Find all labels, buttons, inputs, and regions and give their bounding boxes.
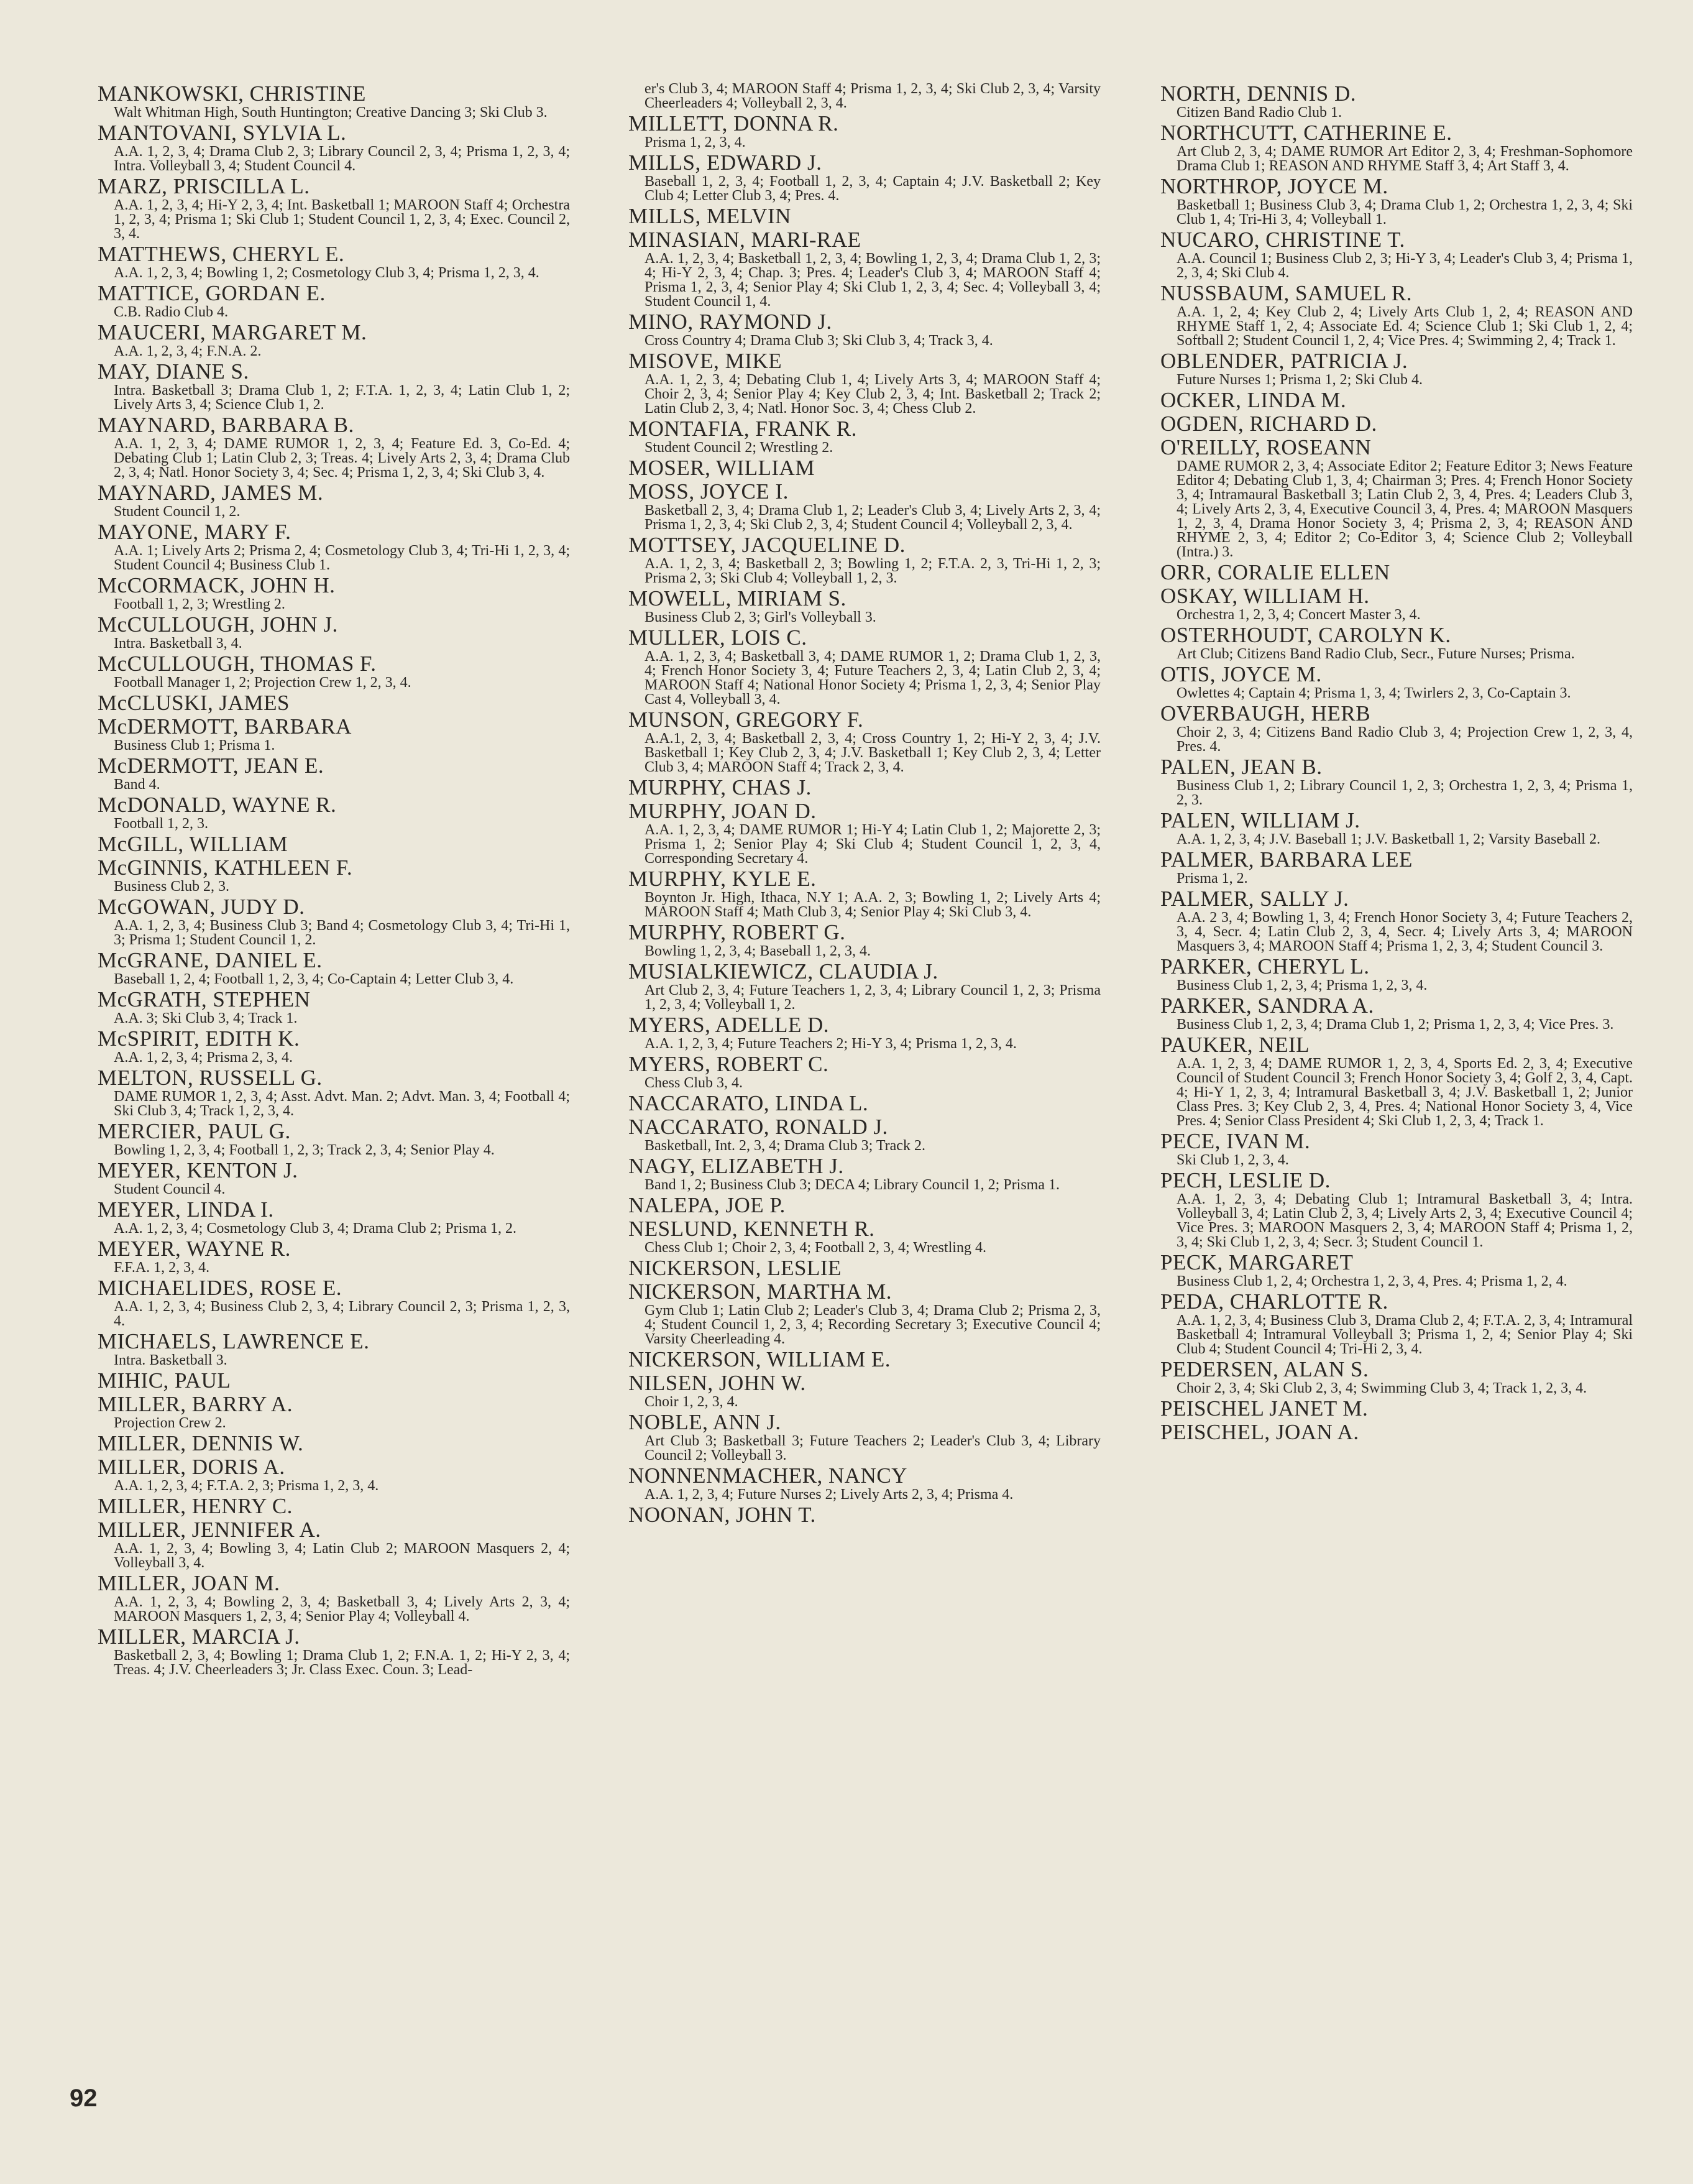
student-name: McGINNIS, KATHLEEN F. — [98, 855, 353, 880]
senior-entry — [1160, 624, 1633, 661]
senior-entry — [628, 1503, 1101, 1527]
student-name: McGOWAN, JUDY D. — [98, 895, 305, 919]
student-activities: A.A. 1, 2, 3, 4; Business Club 3, Drama Club 2, 4; F.T.A. 2, 3, 4; Intramural Basketball 4; Intramural Volleyball 3; Prisma 1, 2, 4; Senior Play 4; Ski Club 4; Student Council 4; Tri-Hi 2, 3, 4. — [1177, 1312, 1633, 1357]
column-1 — [98, 82, 570, 1679]
senior-entry — [1160, 1421, 1633, 1444]
student-activities: A.A.1, 2, 3, 4; Basketball 2, 3, 4; Cross Country 1, 2; Hi-Y 2, 3, 4; J.V. Basketball 1; Key Club 2, 3, 4; J.V. Basketball 1; Key Club 2, 3, 4; Letter Club 3, 4; MAROON Staff 4; Track 2, 3, 4. — [645, 730, 1101, 775]
student-activities: Basketball 2, 3, 4; Drama Club 1, 2; Leader's Club 3, 4; Lively Arts 2, 3, 4; Prisma 1, 2, 3, 4; Ski Club 2, 3, 4; Student Council 4; Volleyball 2, 3, 4. — [645, 502, 1101, 533]
student-name: OVERBAUGH, HERB — [1160, 701, 1371, 726]
senior-entry — [98, 1237, 570, 1275]
senior-entry — [98, 856, 570, 894]
student-activities: Student Council 1, 2. — [114, 504, 241, 520]
student-name: MURPHY, JOAN D. — [628, 799, 817, 823]
student-activities: Student Council 4. — [114, 1181, 226, 1197]
student-activities: Football Manager 1, 2; Projection Crew 1, 2, 3, 4. — [114, 675, 411, 691]
student-name: MILLER, BARRY A. — [98, 1392, 293, 1416]
student-name: PEISCHEL JANET M. — [1160, 1396, 1369, 1421]
student-name: MILLETT, DONNA R. — [628, 111, 839, 136]
student-activities: A.A. 1, 2, 3, 4; Drama Club 2, 3; Library Council 2, 3, 4; Prisma 1, 2, 3, 4; Intra. Volleyball 3, 4; Student Council 4. — [114, 144, 570, 174]
student-activities: Chess Club 3, 4. — [645, 1075, 743, 1091]
student-activities: Basketball, Int. 2, 3, 4; Drama Club 3; Track 2. — [645, 1138, 925, 1154]
student-name: MINASIAN, MARI-RAE — [628, 228, 861, 252]
senior-entry — [1160, 809, 1633, 847]
student-name: PALEN, WILLIAM J. — [1160, 808, 1360, 832]
student-name: O'REILLY, ROSEANN — [1160, 435, 1372, 459]
student-activities: Business Club 1, 2; Library Council 1, 2, 3; Orchestra 1, 2, 3, 4; Prisma 1, 2, 3. — [1177, 778, 1633, 808]
student-name: NICKERSON, WILLIAM E. — [628, 1347, 891, 1371]
student-name: NORTH, DENNIS D. — [1160, 81, 1357, 106]
student-name: MATTICE, GORDAN E. — [98, 281, 326, 305]
senior-entry — [98, 321, 570, 359]
student-activities: Future Nurses 1; Prisma 1, 2; Ski Club 4. — [1177, 372, 1423, 388]
student-activities: Ski Club 1, 2, 3, 4. — [1177, 1152, 1289, 1168]
student-activities: Projection Crew 2. — [114, 1415, 226, 1431]
student-name: MUSIALKIEWICZ, CLAUDIA J. — [628, 959, 938, 984]
student-name: NICKERSON, LESLIE — [628, 1256, 842, 1280]
student-activities: Business Club 2, 3. — [114, 878, 230, 895]
student-name: MURPHY, CHAS J. — [628, 775, 812, 799]
senior-entry — [98, 1393, 570, 1431]
student-name: NACCARATO, RONALD J. — [628, 1115, 888, 1139]
student-name: PECK, MARGARET — [1160, 1250, 1354, 1274]
column-2 — [628, 82, 1101, 1527]
senior-entry — [98, 988, 570, 1026]
senior-entry — [1160, 175, 1633, 227]
student-name: MICHAELS, LAWRENCE E. — [98, 1329, 370, 1353]
student-activities: Football 1, 2, 3. — [114, 816, 209, 832]
senior-entry — [628, 1256, 1101, 1280]
senior-entry — [98, 520, 570, 573]
senior-entry — [98, 1066, 570, 1118]
student-name: MOSS, JOYCE I. — [628, 479, 789, 504]
student-name: MISOVE, MIKE — [628, 349, 782, 373]
senior-entry — [1160, 1130, 1633, 1168]
student-name: MANKOWSKI, CHRISTINE — [98, 81, 366, 106]
senior-entry — [98, 1330, 570, 1368]
student-activities: Intra. Basketball 3; Drama Club 1, 2; F.T.A. 1, 2, 3, 4; Latin Club 1, 2; Lively Arts 3, 4; Science Club 1, 2. — [114, 382, 570, 413]
senior-entry — [98, 754, 570, 792]
column-3 — [1160, 82, 1633, 1444]
student-name: NOBLE, ANN J. — [628, 1410, 781, 1434]
senior-entry — [628, 112, 1101, 150]
student-name: MULLER, LOIS C. — [628, 625, 807, 650]
senior-entry — [628, 349, 1101, 416]
senior-entry — [98, 282, 570, 320]
senior-entry — [98, 1276, 570, 1329]
student-activities: DAME RUMOR 1, 2, 3, 4; Asst. Advt. Man. 2; Advt. Man. 3, 4; Football 4; Ski Club 3, 4; Track 1, 2, 3, 4. — [114, 1089, 570, 1119]
student-activities: Art Club 2, 3, 4; Future Teachers 1, 2, 3, 4; Library Council 1, 2, 3; Prisma 1, 2, 3, 4; Volleyball 1, 2. — [645, 982, 1101, 1013]
student-name: McGRANE, DANIEL E. — [98, 948, 323, 972]
senior-entry — [1160, 1290, 1633, 1357]
student-activities: A.A. 1, 2, 3, 4; DAME RUMOR 1, 2, 3, 4, Sports Ed. 2, 3, 4; Executive Council of Student Council 3; French Honor Society 3, 4; Golf 2, 3, 4, Capt. 4; Hi-Y 1, 2, 3, 4; Intramural Basketball 3, 4; J.V. Basketball 1, 2; Junior Class Pres. 3; Key Club 2, 3, 4, Pres. 4; National Honor Society 3, 4, Vice Pres. 4; Senior Class President 4; Ski Club 1, 2, 3, 4; Track 1. — [1177, 1056, 1633, 1129]
student-name: MILLER, DORIS A. — [98, 1455, 285, 1479]
student-name: McDERMOTT, BARBARA — [98, 714, 352, 739]
senior-entry — [628, 151, 1101, 203]
student-name: McDERMOTT, JEAN E. — [98, 753, 324, 778]
senior-entry — [1160, 584, 1633, 622]
student-activities: Business Club 1, 2, 3, 4; Drama Club 1, 2; Prisma 1, 2, 3, 4; Vice Pres. 3. — [1177, 1016, 1614, 1033]
student-name: OSTERHOUDT, CAROLYN K. — [1160, 623, 1451, 647]
student-name: MURPHY, KYLE E. — [628, 867, 817, 891]
senior-entry — [1160, 82, 1633, 120]
continued-entry-text: er's Club 3, 4; MAROON Staff 4; Prisma 1, 2, 3, 4; Ski Club 2, 3, 4; Varsity Cheerleaders 4; Volleyball 2, 3, 4. — [645, 81, 1101, 111]
senior-entry — [98, 1572, 570, 1624]
student-name: PARKER, SANDRA A. — [1160, 993, 1374, 1018]
senior-entry — [98, 1120, 570, 1158]
senior-entry — [98, 481, 570, 519]
senior-entry — [628, 1115, 1101, 1153]
student-activities: Chess Club 1; Choir 2, 3, 4; Football 2, 3, 4; Wrestling 4. — [645, 1240, 986, 1256]
student-activities: Orchestra 1, 2, 3, 4; Concert Master 3, 4. — [1177, 607, 1421, 623]
student-activities: Choir 2, 3, 4; Ski Club 2, 3, 4; Swimming Club 3, 4; Track 1, 2, 3, 4. — [1177, 1380, 1587, 1396]
student-name: NORTHCUTT, CATHERINE E. — [1160, 121, 1452, 145]
student-activities: A.A. 1; Lively Arts 2; Prisma 2, 4; Cosmetology Club 3, 4; Tri-Hi 1, 2, 3, 4; Student Council 4; Business Club 1. — [114, 543, 570, 573]
senior-entry — [98, 574, 570, 612]
senior-entry — [1160, 994, 1633, 1032]
senior-entry — [628, 480, 1101, 532]
senior-entry — [98, 691, 570, 715]
student-name: McCLUSKI, JAMES — [98, 691, 290, 715]
student-activities: Business Club 1, 2, 4; Orchestra 1, 2, 3, 4, Pres. 4; Prisma 1, 2, 4. — [1177, 1273, 1567, 1289]
student-activities: A.A. 1, 2, 3, 4; Basketball 1, 2, 3, 4; Bowling 1, 2, 3, 4; Drama Club 1, 2, 3; 4; Hi-Y 2, 3, 4; Chap. 3; Pres. 4; Leader's Club 3, 4; MAROON Staff 4; Prisma 1, 2, 3, 4; Senior Play 4; Ski Club 1, 2, 3, 4; Sec. 4; Volleyball 3, 4; Student Council 1, 4. — [645, 251, 1101, 310]
student-name: PECH, LESLIE D. — [1160, 1168, 1331, 1192]
student-activities: A.A. 1, 2, 3, 4; Bowling 3, 4; Latin Club 2; MAROON Masquers 2, 4; Volleyball 3, 4. — [114, 1541, 570, 1571]
student-activities: A.A. 1, 2, 3, 4; DAME RUMOR 1, 2, 3, 4; Feature Ed. 3, Co-Ed. 4; Debating Club 1; Latin Club 2, 3; Treas. 4; Lively Arts 2, 3, 4; Drama Club 2, 3, 4; Natl. Honor Society 3, 4; Sec. 4; Prisma 1, 2, 3, 4; Ski Club 3, 4. — [114, 436, 570, 481]
student-name: PALMER, BARBARA LEE — [1160, 847, 1413, 872]
student-activities: Band 4. — [114, 776, 160, 793]
senior-entry — [98, 1518, 570, 1570]
student-activities: C.B. Radio Club 4. — [114, 304, 229, 320]
student-name: NALEPA, JOE P. — [628, 1193, 786, 1217]
senior-entry — [98, 1159, 570, 1197]
senior-entry — [628, 417, 1101, 455]
student-name: MOWELL, MIRIAM S. — [628, 586, 846, 611]
student-name: OBLENDER, PATRICIA J. — [1160, 349, 1408, 373]
student-name: PEDA, CHARLOTTE R. — [1160, 1289, 1388, 1314]
senior-entry — [1160, 282, 1633, 348]
student-name: MIHIC, PAUL — [98, 1368, 231, 1393]
senior-entry — [98, 360, 570, 412]
student-name: PAUKER, NEIL — [1160, 1033, 1310, 1057]
senior-entry — [628, 1280, 1101, 1347]
student-name: MEYER, LINDA I. — [98, 1197, 274, 1222]
senior-entry — [1160, 1169, 1633, 1250]
senior-entry — [628, 921, 1101, 959]
student-activities: A.A. 1, 2, 3, 4; F.N.A. 2. — [114, 343, 262, 359]
student-activities: Prisma 1, 2, 3, 4. — [645, 134, 746, 150]
student-activities: A.A. 1, 2, 3, 4; Prisma 2, 3, 4. — [114, 1049, 293, 1066]
senior-entry — [1160, 955, 1633, 993]
student-activities: Walt Whitman High, South Huntington; Creative Dancing 3; Ski Club 3. — [114, 104, 548, 121]
student-activities: A.A. 1, 2, 3, 4; Bowling 2, 3, 4; Basketball 3, 4; Lively Arts 2, 3, 4; MAROON Masquers 1, 2, 3, 4; Senior Play 4; Volleyball 4. — [114, 1594, 570, 1624]
student-name: NORTHROP, JOYCE M. — [1160, 174, 1388, 198]
student-activities: Basketball 2, 3, 4; Bowling 1; Drama Club 1, 2; F.N.A. 1, 2; Hi-Y 2, 3, 4; Treas. 4; J.V. Cheerleaders 3; Jr. Class Exec. Coun. 3; Lead- — [114, 1647, 570, 1678]
student-name: MINO, RAYMOND J. — [628, 310, 832, 334]
senior-entry — [628, 205, 1101, 228]
student-activities: Citizen Band Radio Club 1. — [1177, 104, 1342, 121]
senior-entry — [628, 1348, 1101, 1371]
student-name: MILLS, MELVIN — [628, 204, 791, 228]
student-name: PARKER, CHERYL L. — [1160, 954, 1370, 979]
student-name: MAUCERI, MARGARET M. — [98, 320, 367, 344]
student-activities: Art Club 2, 3, 4; DAME RUMOR Art Editor 2, 3, 4; Freshman-Sophomore Drama Club 1; REASON AND RHYME Staff 3, 4; Art Staff 3, 4. — [1177, 144, 1633, 174]
senior-entry — [98, 1432, 570, 1455]
student-name: MEYER, KENTON J. — [98, 1158, 298, 1182]
page-number: 92 — [70, 2085, 98, 2112]
student-name: McSPIRIT, EDITH K. — [98, 1026, 300, 1051]
student-activities: Bowling 1, 2, 3, 4; Football 1, 2, 3; Track 2, 3, 4; Senior Play 4. — [114, 1142, 495, 1158]
student-name: ORR, CORALIE ELLEN — [1160, 560, 1390, 584]
student-name: PECE, IVAN M. — [1160, 1129, 1311, 1153]
student-activities: Business Club 1; Prisma 1. — [114, 737, 275, 753]
senior-entry — [628, 1053, 1101, 1090]
student-activities: Basketball 1; Business Club 3, 4; Drama Club 1, 2; Orchestra 1, 2, 3, 4; Ski Club 1, 4; Tri-Hi 3, 4; Volleyball 1. — [1177, 197, 1633, 228]
senior-entry — [628, 776, 1101, 799]
student-name: MILLER, MARCIA J. — [98, 1624, 300, 1649]
student-name: McDONALD, WAYNE R. — [98, 793, 337, 817]
student-name: OGDEN, RICHARD D. — [1160, 412, 1377, 436]
senior-entry — [98, 121, 570, 173]
senior-entry — [1160, 887, 1633, 954]
student-activities: A.A. 1, 2, 4; Key Club 2, 4; Lively Arts Club 1, 2, 4; REASON AND RHYME Staff 1, 2, 4; Associate Ed. 4; Science Club 1; Ski Club 1, 2, 4; Softball 2; Student Council 1, 2, 4; Vice Pres. 4; Swimming 2, 4; Track 1. — [1177, 304, 1633, 349]
student-activities: A.A. 1, 2, 3, 4; J.V. Baseball 1; J.V. Basketball 1, 2; Varsity Baseball 2. — [1177, 831, 1600, 847]
student-name: MILLER, HENRY C. — [98, 1494, 293, 1518]
student-name: MERCIER, PAUL G. — [98, 1119, 291, 1143]
student-activities: Gym Club 1; Latin Club 2; Leader's Club 3, 4; Drama Club 2; Prisma 2, 3, 4; Student Council 1, 2, 3, 4; Recording Secretary 3; Executive Council 4; Varsity Cheerleading 4. — [645, 1302, 1101, 1347]
student-activities: A.A. 1, 2, 3, 4; Business Club 3; Band 4; Cosmetology Club 3, 4; Tri-Hi 1, 3; Prisma 1; Student Council 1, 2. — [114, 918, 570, 948]
student-name: MURPHY, ROBERT G. — [628, 920, 846, 944]
student-activities: Baseball 1, 2, 4; Football 1, 2, 3, 4; Co-Captain 4; Letter Club 3, 4. — [114, 971, 514, 987]
student-name: MILLER, DENNIS W. — [98, 1431, 304, 1455]
student-activities: Football 1, 2, 3; Wrestling 2. — [114, 596, 285, 612]
senior-entry — [1160, 1033, 1633, 1128]
senior-entry — [98, 832, 570, 856]
student-name: PALMER, SALLY J. — [1160, 887, 1349, 911]
senior-entry — [98, 175, 570, 241]
senior-entry — [628, 799, 1101, 866]
senior-entry — [628, 1194, 1101, 1217]
student-name: PEDERSEN, ALAN S. — [1160, 1357, 1369, 1381]
student-activities: A.A. 1, 2, 3, 4; Future Nurses 2; Lively Arts 2, 3, 4; Prisma 4. — [645, 1486, 1014, 1503]
student-name: MAYNARD, JAMES M. — [98, 481, 324, 505]
student-name: NONNENMACHER, NANCY — [628, 1463, 907, 1488]
student-name: MOTTSEY, JACQUELINE D. — [628, 533, 906, 557]
student-name: MUNSON, GREGORY F. — [628, 707, 864, 732]
senior-entry — [1160, 561, 1633, 584]
senior-entry — [1160, 663, 1633, 701]
student-activities: F.F.A. 1, 2, 3, 4. — [114, 1260, 210, 1276]
student-name: MYERS, ADELLE D. — [628, 1013, 829, 1037]
student-name: MELTON, RUSSELL G. — [98, 1066, 323, 1090]
student-name: NESLUND, KENNETH R. — [628, 1217, 875, 1241]
senior-entry — [628, 867, 1101, 919]
student-name: McCORMACK, JOHN H. — [98, 573, 336, 597]
student-activities: A.A. 1, 2, 3, 4; Basketball 2, 3; Bowling 1, 2; F.T.A. 2, 3, Tri-Hi 1, 2, 3; Prisma 2, 3; Ski Club 4; Volleyball 1, 2, 3. — [645, 556, 1101, 586]
senior-entry — [628, 456, 1101, 480]
student-name: NICKERSON, MARTHA M. — [628, 1279, 892, 1304]
senior-entry — [1160, 121, 1633, 173]
student-name: MILLER, JOAN M. — [98, 1571, 280, 1595]
student-name: MILLS, EDWARD J. — [628, 150, 822, 175]
student-name: PEISCHEL, JOAN A. — [1160, 1420, 1359, 1444]
senior-entry — [98, 242, 570, 280]
student-activities: Bowling 1, 2, 3, 4; Baseball 1, 2, 3, 4. — [645, 943, 871, 959]
senior-entry — [628, 310, 1101, 348]
student-name: NILSEN, JOHN W. — [628, 1371, 806, 1395]
senior-entry — [628, 1371, 1101, 1409]
senior-entry — [1160, 1251, 1633, 1289]
student-activities: Art Club; Citizens Band Radio Club, Secr., Future Nurses; Prisma. — [1177, 646, 1575, 662]
student-name: MILLER, JENNIFER A. — [98, 1518, 321, 1542]
student-name: MANTOVANI, SYLVIA L. — [98, 121, 347, 145]
senior-entry — [1160, 349, 1633, 387]
senior-entry — [1160, 755, 1633, 808]
senior-entry — [1160, 1358, 1633, 1396]
student-activities: Baseball 1, 2, 3, 4; Football 1, 2, 3, 4; Captain 4; J.V. Basketball 2; Key Club 4; Letter Club 3, 4; Pres. 4. — [645, 173, 1101, 204]
student-activities: Band 1, 2; Business Club 3; DECA 4; Library Council 1, 2; Prisma 1. — [645, 1177, 1060, 1193]
senior-entry — [628, 228, 1101, 309]
senior-entry — [98, 413, 570, 480]
student-activities: A.A. 1, 2, 3, 4; Debating Club 1; Intramural Basketball 3, 4; Intra. Volleyball 3, 4; Latin Club 2, 3, 4; Lively Arts 2, 3, 4; Executive Council 4; Vice Pres. 3; MAROON Masquers 2, 3, 4; MAROON Staff 4; Prisma 1, 2, 3, 4; Ski Club 1, 2, 3, 4; Secr. 3; Student Council 1. — [1177, 1191, 1633, 1250]
student-name: NOONAN, JOHN T. — [628, 1503, 816, 1527]
student-name: OCKER, LINDA M. — [1160, 388, 1347, 412]
student-activities: Business Club 2, 3; Girl's Volleyball 3. — [645, 609, 876, 625]
student-activities: A.A. 1, 2, 3, 4; DAME RUMOR 1; Hi-Y 4; Latin Club 1, 2; Majorette 2, 3; Prisma 1, 2; Senior Play 4; Ski Club 4; Student Council 1, 2, 3, 4, Corresponding Secretary 4. — [645, 822, 1101, 867]
senior-entry — [1160, 848, 1633, 886]
senior-entry — [98, 895, 570, 947]
student-name: MOSER, WILLIAM — [628, 456, 815, 480]
senior-entry — [98, 1198, 570, 1236]
student-name: McGRATH, STEPHEN — [98, 987, 311, 1011]
senior-entry — [1160, 389, 1633, 412]
student-name: NACCARATO, LINDA L. — [628, 1091, 869, 1115]
senior-entry — [628, 960, 1101, 1012]
student-activities: A.A. 1, 2, 3, 4; F.T.A. 2, 3; Prisma 1, 2, 3, 4. — [114, 1478, 379, 1494]
senior-entry — [628, 587, 1101, 625]
student-activities: A.A. 1, 2, 3, 4; Hi-Y 2, 3, 4; Int. Basketball 1; MAROON Staff 4; Orchestra 1, 2, 3, 4; Prisma 1; Ski Club 1; Student Council 1, 2, 3, 4; Exec. Council 2, 3, 4. — [114, 197, 570, 242]
student-name: OTIS, JOYCE M. — [1160, 662, 1322, 686]
student-activities: Choir 2, 3, 4; Citizens Band Radio Club 3, 4; Projection Crew 1, 2, 3, 4, Pres. 4. — [1177, 724, 1633, 755]
student-activities: Intra. Basketball 3. — [114, 1352, 227, 1368]
senior-entry — [98, 613, 570, 651]
student-activities: Art Club 3; Basketball 3; Future Teachers 2; Leader's Club 3, 4; Library Council 2; Volleyball 3. — [645, 1433, 1101, 1463]
student-activities: Prisma 1, 2. — [1177, 870, 1248, 887]
student-activities: A.A. 1, 2, 3, 4; Business Club 2, 3, 4; Library Council 2, 3; Prisma 1, 2, 3, 4. — [114, 1299, 570, 1329]
student-name: McCULLOUGH, JOHN J. — [98, 612, 338, 637]
student-activities: A.A. Council 1; Business Club 2, 3; Hi-Y 3, 4; Leader's Club 3, 4; Prisma 1, 2, 3, 4; Ski Club 4. — [1177, 251, 1633, 281]
student-name: MEYER, WAYNE R. — [98, 1237, 291, 1261]
student-name: MAYNARD, BARBARA B. — [98, 413, 354, 437]
student-activities: Boynton Jr. High, Ithaca, N.Y 1; A.A. 2, 3; Bowling 1, 2; Lively Arts 4; MAROON Staff 4; Math Club 3, 4; Senior Play 4; Ski Club 3, 4. — [645, 890, 1101, 920]
student-activities: Cross Country 4; Drama Club 3; Ski Club 3, 4; Track 3, 4. — [645, 333, 993, 349]
senior-entry — [98, 1495, 570, 1518]
senior-entry — [628, 1092, 1101, 1115]
student-activities: Student Council 2; Wrestling 2. — [645, 440, 833, 456]
student-activities: Owlettes 4; Captain 4; Prisma 1, 3, 4; Twirlers 2, 3, Co-Captain 3. — [1177, 685, 1571, 701]
student-activities: A.A. 1, 2, 3, 4; Debating Club 1, 4; Lively Arts 3, 4; MAROON Staff 4; Choir 2, 3, 4; Senior Play 4; Key Club 2, 3, 4; Int. Basketball 2; Track 2; Latin Club 2, 3, 4; Natl. Honor Soc. 3, 4; Chess Club 2. — [645, 372, 1101, 417]
student-name: MYERS, ROBERT C. — [628, 1052, 829, 1076]
senior-entry — [628, 1154, 1101, 1192]
student-activities: DAME RUMOR 2, 3, 4; Associate Editor 2; Feature Editor 3; News Feature Editor 4; Debating Club 1, 3, 4; Chairman 3; Pres. 4; French Honor Society 3, 4; Intramaural Basketball 3; Latin Club 2, 3, 4, Pres. 4; Leaders Club 3, 4; Lively Arts 2, 3, 4, Executive Council 3, 4, Pres. 4; MAROON Masquers 1, 2, 3, 4, Drama Honor Society 3, 4; Prisma 2, 3, 4; REASON AND RHYME 2, 3, 4; Editor 2; Co-Editor 3, 4; Science Club 2; Volleyball (Intra.) 3. — [1177, 458, 1633, 560]
senior-entry — [1160, 412, 1633, 436]
student-activities: Choir 1, 2, 3, 4. — [645, 1394, 738, 1410]
senior-entry — [98, 715, 570, 753]
student-activities: Intra. Basketball 3, 4. — [114, 635, 242, 652]
senior-entry — [1160, 228, 1633, 280]
senior-entry — [628, 1013, 1101, 1051]
senior-entry — [98, 793, 570, 831]
student-activities: A.A. 1, 2, 3, 4; Future Teachers 2; Hi-Y 3, 4; Prisma 1, 2, 3, 4. — [645, 1036, 1017, 1052]
student-name: McGILL, WILLIAM — [98, 832, 288, 856]
senior-entry — [628, 1217, 1101, 1255]
student-name: PALEN, JEAN B. — [1160, 755, 1323, 779]
student-name: NAGY, ELIZABETH J. — [628, 1154, 844, 1178]
senior-entry — [1160, 702, 1633, 754]
senior-entry — [1160, 1397, 1633, 1421]
student-activities: A.A. 2 3, 4; Bowling 1, 3, 4; French Honor Society 3, 4; Future Teachers 2, 3, 4, Secr. 4; Latin Club 2, 3, 4, Secr. 4; Lively Arts 3, 4; MAROON Masquers 3, 4; MAROON Staff 4; Prisma 1, 2, 3, 4; Student Council 3. — [1177, 910, 1633, 954]
senior-entry — [98, 1369, 570, 1393]
senior-entry — [628, 1464, 1101, 1502]
senior-entry — [628, 708, 1101, 775]
student-name: NUCARO, CHRISTINE T. — [1160, 228, 1405, 252]
senior-entry — [98, 1455, 570, 1493]
student-name: OSKAY, WILLIAM H. — [1160, 584, 1370, 608]
student-name: MATTHEWS, CHERYL E. — [98, 242, 345, 266]
senior-entry — [98, 82, 570, 120]
senior-entry — [628, 626, 1101, 707]
student-activities: Business Club 1, 2, 3, 4; Prisma 1, 2, 3, 4. — [1177, 977, 1428, 993]
student-name: NUSSBAUM, SAMUEL R. — [1160, 281, 1412, 305]
senior-entry — [98, 1027, 570, 1065]
student-activities: A.A. 3; Ski Club 3, 4; Track 1. — [114, 1010, 298, 1026]
student-name: MAY, DIANE S. — [98, 359, 249, 384]
student-name: MONTAFIA, FRANK R. — [628, 417, 857, 441]
senior-entry — [1160, 436, 1633, 560]
senior-entry — [628, 1411, 1101, 1463]
student-activities: A.A. 1, 2, 3, 4; Cosmetology Club 3, 4; Drama Club 2; Prisma 1, 2. — [114, 1220, 516, 1237]
student-activities: A.A. 1, 2, 3, 4; Bowling 1, 2; Cosmetology Club 3, 4; Prisma 1, 2, 3, 4. — [114, 265, 539, 281]
senior-entry — [98, 652, 570, 690]
student-name: MAYONE, MARY F. — [98, 520, 291, 544]
senior-entry — [98, 1625, 570, 1677]
senior-entry — [98, 949, 570, 987]
student-name: McCULLOUGH, THOMAS F. — [98, 652, 377, 676]
senior-entry — [628, 533, 1101, 586]
student-activities: A.A. 1, 2, 3, 4; Basketball 3, 4; DAME RUMOR 1, 2; Drama Club 1, 2, 3, 4; French Honor Society 3, 4; Future Teachers 2, 3, 4; Latin Club 2, 3, 4; MAROON Staff 4; National Honor Society 4; Prisma 1, 2, 3, 4; Senior Play Cast 4, Volleyball 3, 4. — [645, 648, 1101, 707]
student-name: MICHAELIDES, ROSE E. — [98, 1276, 342, 1300]
student-name: MARZ, PRISCILLA L. — [98, 174, 310, 198]
